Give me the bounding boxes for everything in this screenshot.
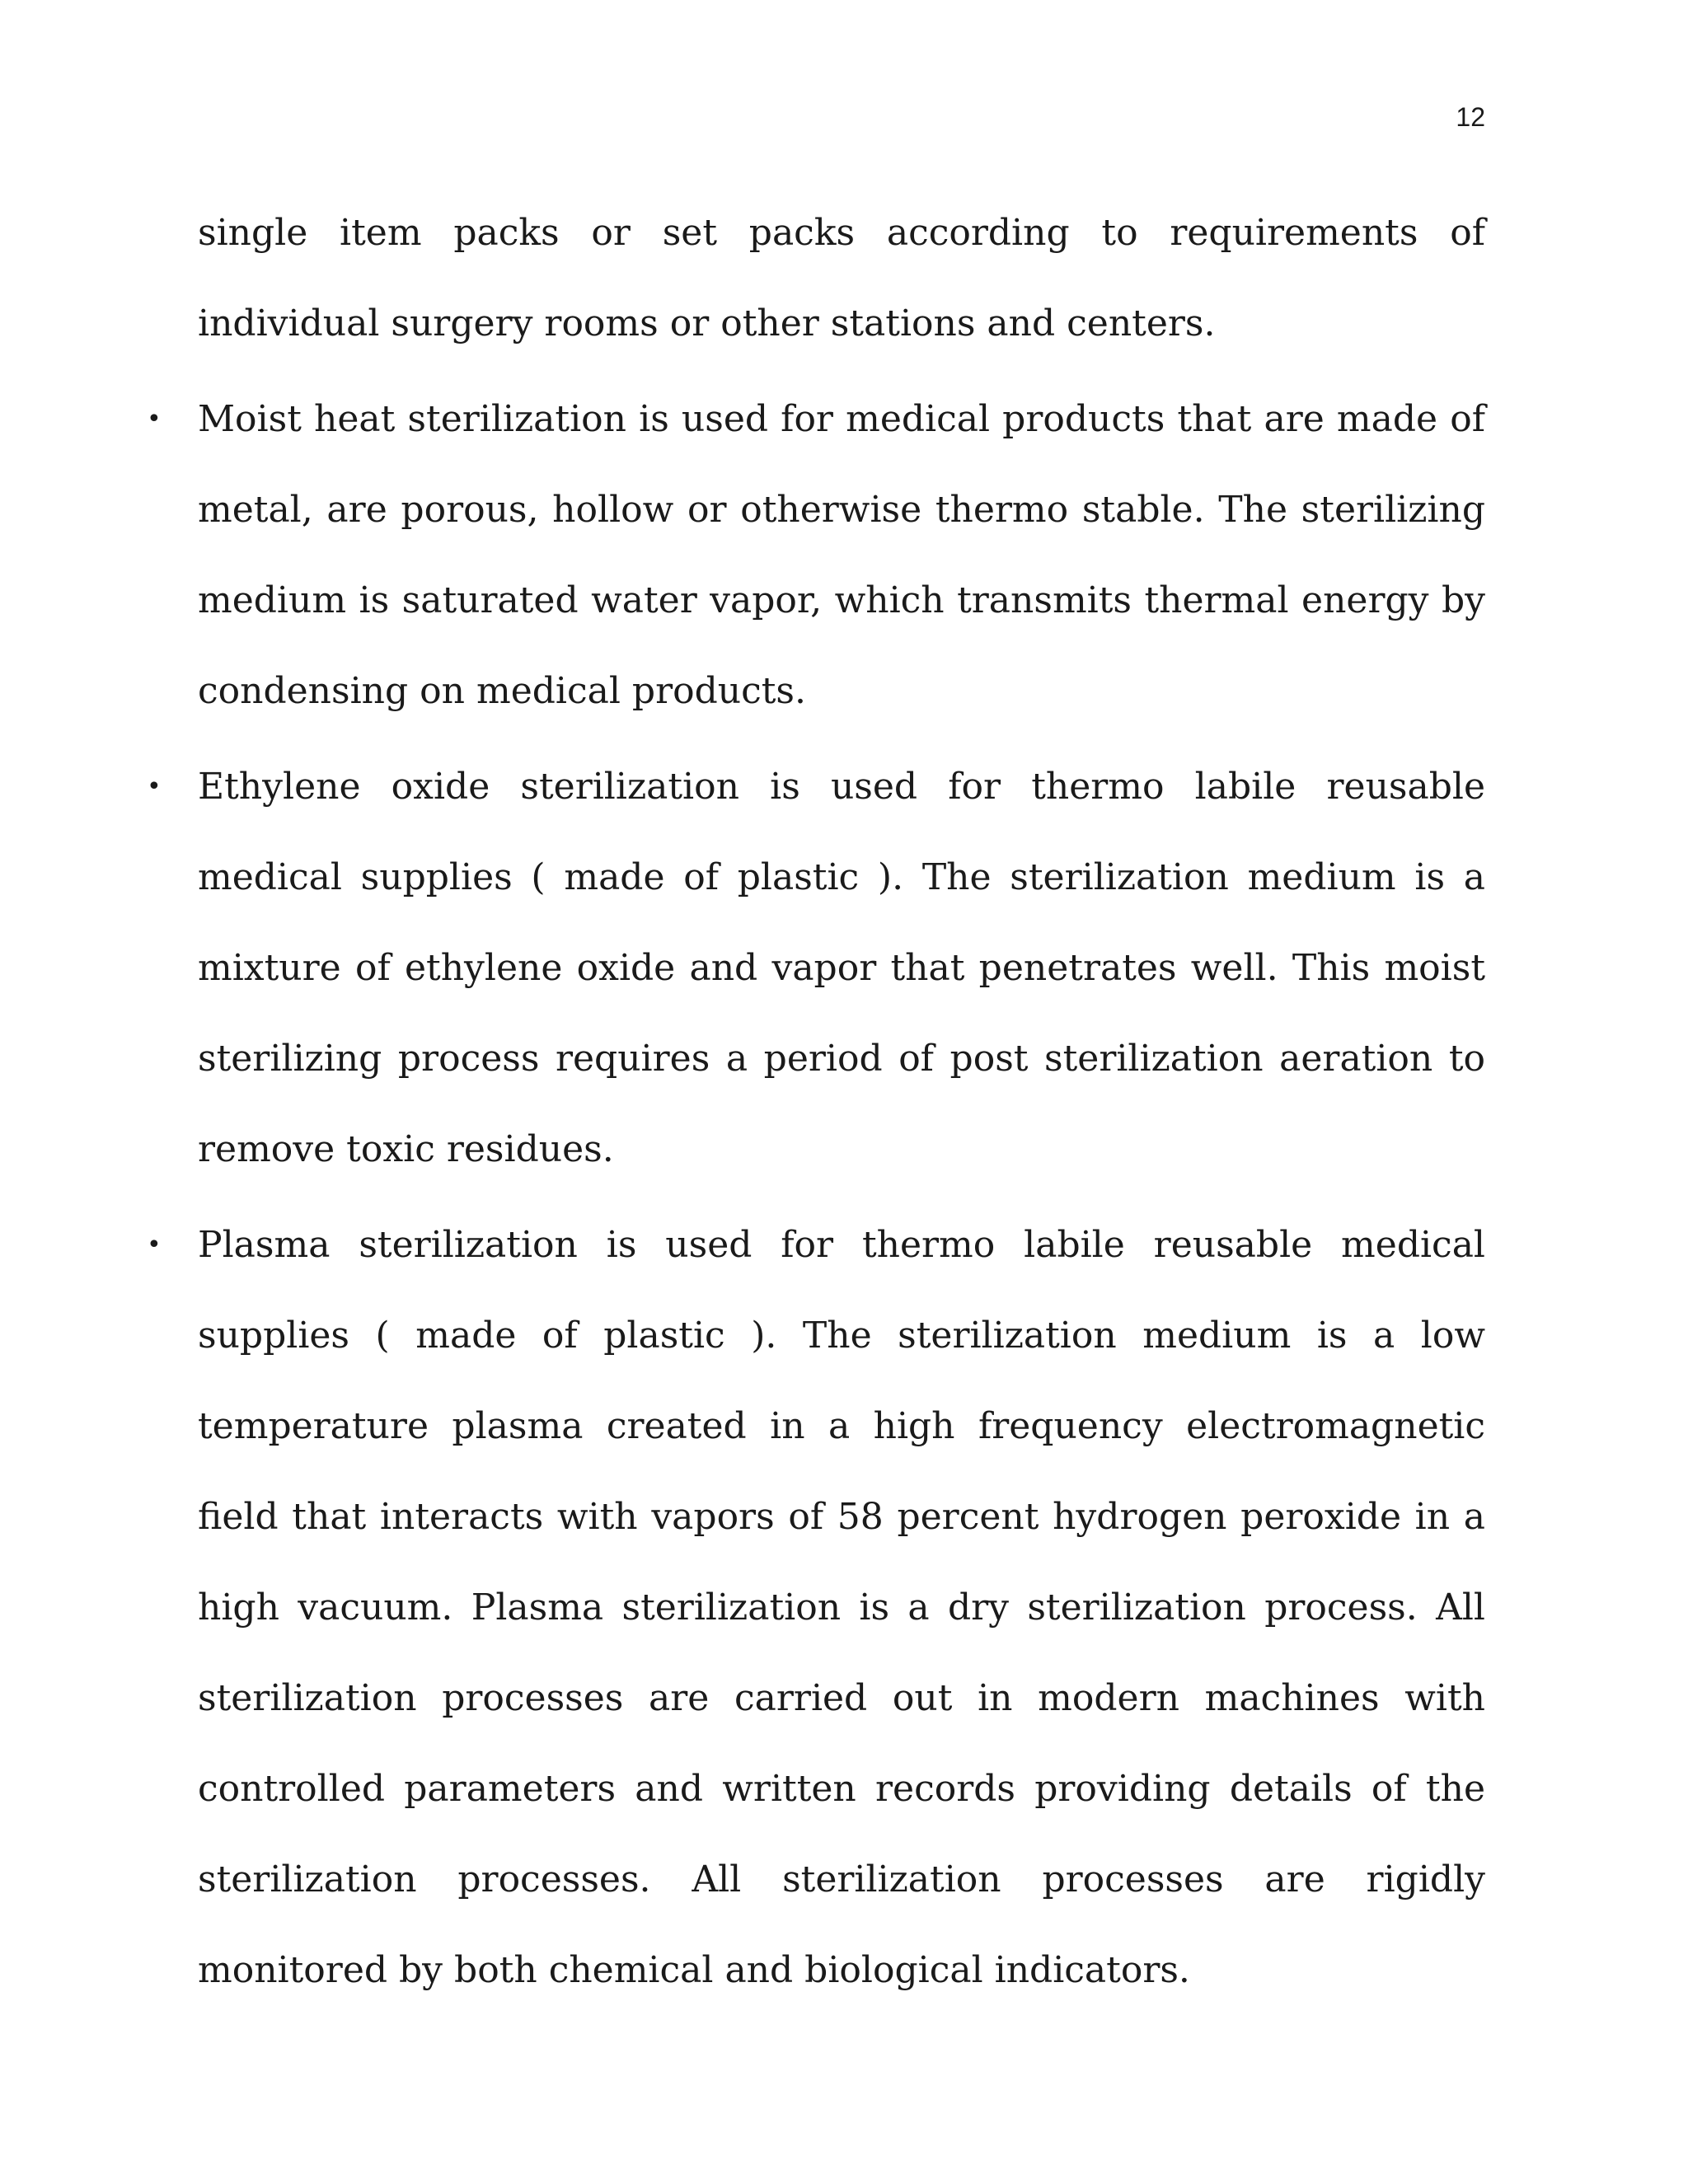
- continuation-paragraph: single item packs or set packs according to requirements of individual surgery rooms or other stations and centers.: [198, 212, 1485, 344]
- bullet-item-moist-heat: [147, 374, 1485, 737]
- bullet-icon: •: [147, 405, 162, 434]
- bullet-text: Moist heat sterilization is used for medical products that are made of metal, are porous, hollow or otherwise thermo stable. The sterilizing medium is saturated water vapor, which transmits thermal energy by condensing on medical products.: [198, 398, 1485, 712]
- bullet-item-ethylene-oxide: [147, 742, 1485, 1195]
- bullet-text: Ethylene oxide sterilization is used for thermo labile reusable medical supplies ( made of plastic ). The sterilization medium is a mixture of ethylene oxide and vapor that penetrates well. This moist sterilizing process requires a period of post sterilization aeration to remove toxic residues.: [198, 766, 1485, 1170]
- page-number: 12: [1456, 102, 1485, 132]
- bullet-list: [147, 374, 1485, 2016]
- bullet-item-plasma: [147, 1200, 1485, 2016]
- document-body: [147, 188, 1485, 2021]
- bullet-text: Plasma sterilization is used for thermo labile reusable medical supplies ( made of plastic ). The sterilization medium is a low temperature plasma created in a high frequency electromagnetic field that interacts with vapors of 58 percent hydrogen peroxide in a high vacuum. Plasma sterilization is a dry sterilization process. All sterilization processes are carried out in modern machines with controlled parameters and written records providing details of the sterilization processes. All sterilization processes are rigidly monitored by both chemical and biological indicators.: [198, 1224, 1485, 1991]
- bullet-icon: •: [147, 772, 162, 801]
- bullet-icon: •: [147, 1230, 162, 1259]
